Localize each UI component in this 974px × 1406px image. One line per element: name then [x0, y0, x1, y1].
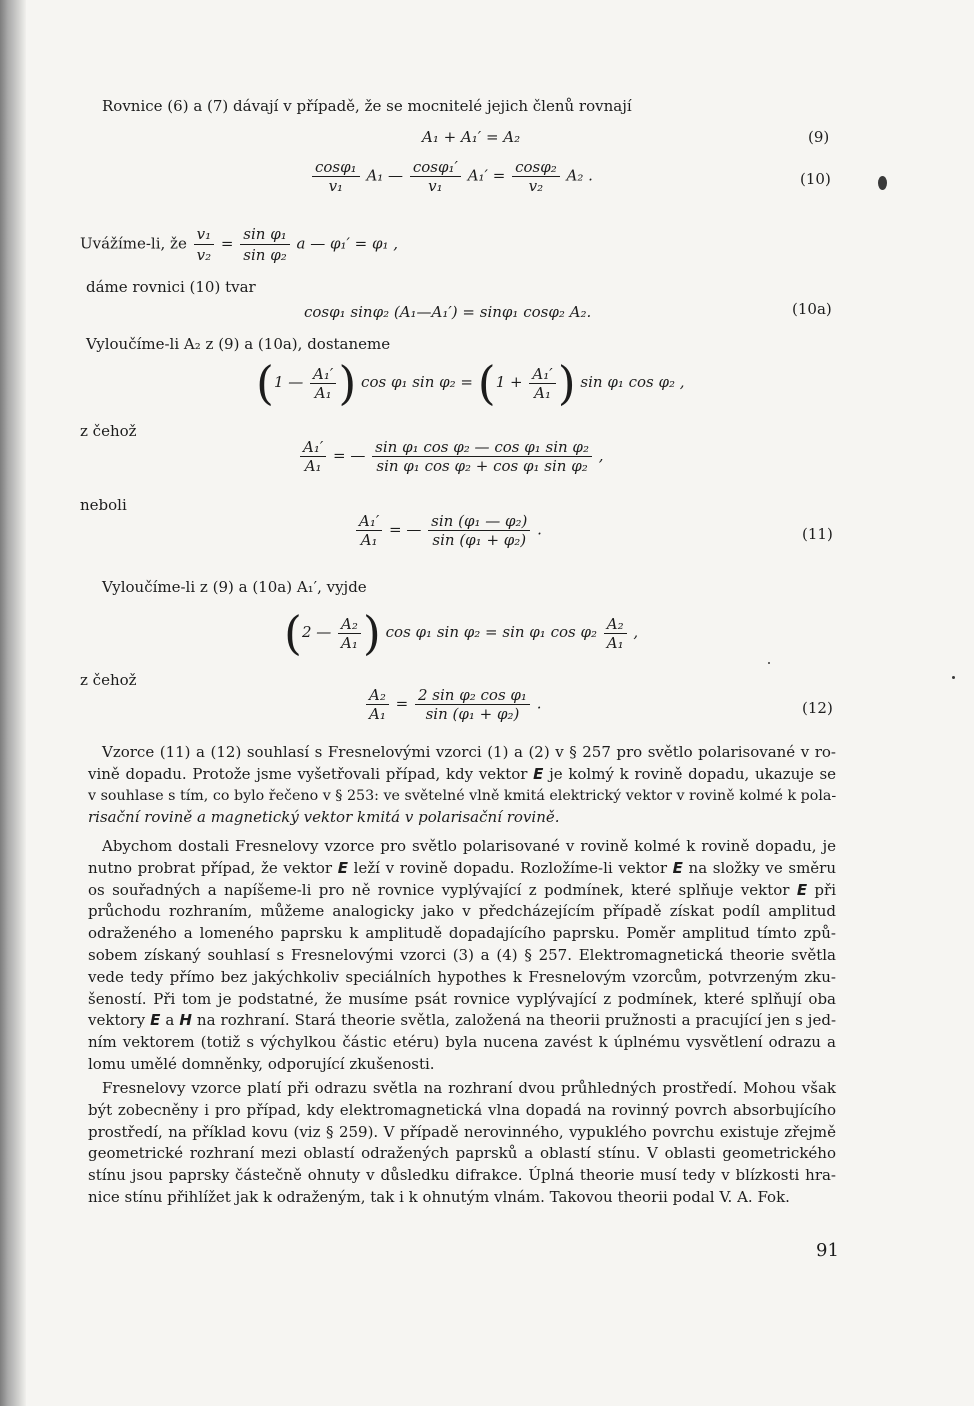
neboli-line: neboli: [80, 496, 127, 514]
uvazime-line: Uvážíme-li, že $\frac{\text{v₁}}{\text{v₂}}$ = $\frac{\text{sin φ₁}}{\text{sin φ₂}}$ a — φ₁′ = φ₁ ,: [80, 225, 399, 264]
equation-ratio-fraction: $\frac{\text{A₁′}}{\text{A₁}}$ = — $\frac{\text{sin φ₁ cos φ₂ — cos φ₁ sin φ₂}}{\text{sin φ₁ cos φ₂ + cos φ₁ sin φ₂}}$ ,: [298, 438, 604, 475]
equation-11: $\frac{\text{A₁′}}{\text{A₁}}$ = — $\frac{\text{sin (φ₁ — φ₂)}}{\text{sin (φ₁ + φ₂)}}$ .: [354, 512, 542, 549]
equation-number-10: (10): [800, 170, 831, 188]
equation-9: A₁ + A₁′ = A₂: [422, 128, 521, 146]
scan-speck: [768, 662, 770, 664]
paragraph-perpendicular-case: Abychom dostali Fresnelovy vzorce pro světlo polarisované v rovině kolmé k rovině dopadu, je nutno probrat případ, že vektor E leží v rovině dopadu. Rozložíme-li vektor E na složky ve směru os souřadných a napíšeme-li pro ně rovnice vyplývající z podmínek, které splňuje vektor E při průchodu rozhraním, můžeme analogicky jako v předcházejícím případě získat podíl amplitud odraženého a lomeného paprsku k amplitudě dopadajícího paprsku. Poměr amplitud tímto způ- sobem získaný souhlasí s Fresnelovými vzorci (3) a (4) § 257. Elektromagnetická theorie světla vede tedy přímo bez jakýchkoliv speciálních hypothes k Fresnelovým vzorcům, potvrzeným zku- šeností. Při tom je podstatné, že musíme psát rovnice vyplývající z podmínek, které splňují oba vektory E a H na rozhraní. Stará theorie světla, založená na theorii pružnosti a pracující jen s jed- ním vektorem (totiž s výchylkou částic etéru) byla nucena zavést k úplnému vysvětlení odrazu a lomu umělé domněnky, odporující zkušenosti.: [88, 837, 837, 1073]
equation-number-9: (9): [808, 128, 830, 146]
z-cehoz-1: z čehož: [80, 422, 137, 440]
equation-10: $\frac{\text{cosφ₁}}{\text{v₁}}$ A₁ — $\frac{\text{cosφ₁′}}{\text{v₁}}$ A₁′ = $\frac{\text{cosφ₂}}{\text{v₂}}$ A₂ .: [310, 158, 593, 195]
paragraph-fresnel-agreement: Vzorce (11) a (12) souhlasí s Fresnelovými vzorci (1) a (2) v § 257 pro světlo polarisované v ro- vině dopadu. Protože jsme vyšetřovali případ, kdy vektor E je kolmý k rovině dopadu, ukazuje se v souhlase s tím, co bylo řečeno v § 253: ve světelné vlně kmitá elektrický vektor v rovině kolmé k pola- risační rovině a magnetický vektor kmitá v polarisační rovině.: [88, 743, 837, 827]
z-cehoz-2: z čehož: [80, 671, 137, 689]
equation-number-11: (11): [802, 525, 833, 543]
paragraph-fresnel-generalization: Fresnelovy vzorce platí při odrazu světla na rozhraní dvou průhledných prostředí. Mohou však být zobecněny i pro případ, kdy elektromagnetická vlna dopadá na rovinný povrch absorbujícího prostředí, na příklad kovu (viz § 259). V případě nerovinného, vypuklého povrchu existuje zřejmě geometrické rozhraní mezi oblastí odražených paprsků a oblastí stínu. V oblasti geometrického stínu jsou paprsky částečně ohnuty v důsledku difrakce. Úplná theorie musí tedy v blízkosti hra- nice stínu přihlížet jak k odraženým, tak i k ohnutým vlnám. Takovou theorii podal V. A. Fok.: [88, 1079, 836, 1206]
scan-speck: [878, 176, 887, 190]
vyloucime2-line: Vyloučíme-li z (9) a (10a) A₁′, vyjde: [102, 578, 367, 596]
equation-ratio-expansion: (1 — $\frac{\text{A₁′}}{\text{A₁}}$ ) cos φ₁ sin φ₂ = (1 + $\frac{\text{A₁′}}{\text{A₁}}$ ) sin φ₁ cos φ₂ ,: [256, 356, 685, 410]
equation-10a: cosφ₁ sinφ₂ (A₁—A₁′) = sinφ₁ cosφ₂ A₂.: [304, 303, 592, 321]
book-spine-shadow: [0, 0, 26, 1406]
equation-12: $\frac{\text{A₂}}{\text{A₁}}$ = $\frac{\text{2 sin φ₂ cos φ₁}}{\text{sin (φ₁ + φ₂)}}$ .: [364, 686, 542, 723]
intro-line: Rovnice (6) a (7) dávají v případě, že se mocnitelé jejich členů rovnají: [102, 97, 632, 115]
equation-number-12: (12): [802, 699, 833, 717]
equation-number-10a: (10a): [792, 300, 832, 318]
dame-line: dáme rovnici (10) tvar: [86, 278, 256, 296]
page-number: 91: [816, 1240, 839, 1261]
vyloucime-line: Vyloučíme-li A₂ z (9) a (10a), dostaneme: [86, 335, 391, 353]
scan-speck: [952, 676, 955, 679]
equation-amplitude-expansion: (2 — $\frac{\text{A₂}}{\text{A₁}}$ ) cos φ₁ sin φ₂ = sin φ₁ cos φ₂ $\frac{\text{A₂}}{\text{A₁}}$ ,: [284, 606, 639, 660]
